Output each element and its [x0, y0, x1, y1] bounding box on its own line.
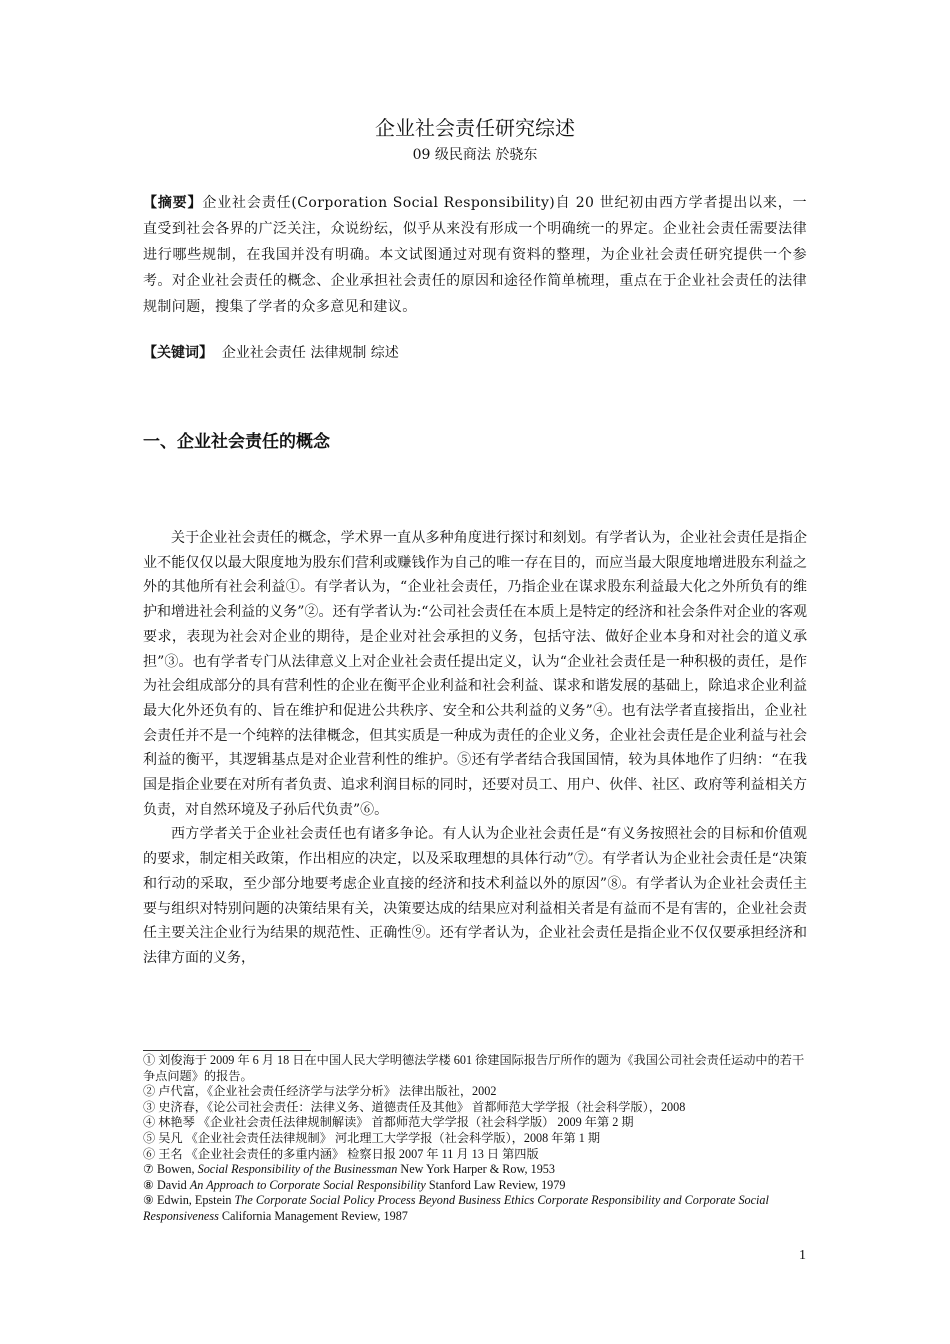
footnote-mark: ⑧: [143, 1177, 154, 1192]
footnote-text: Edwin, Epstein: [153, 1193, 235, 1208]
footnote: [143, 1193, 807, 1224]
footnote-ref[interactable]: ④: [592, 702, 608, 719]
text-run: 关于企业社会责任的概念，学术界一直从多种角度进行探讨和刻划。有学者认为，企业社会责任是指企业不能仅仅以最大限度地为股东们营利或赚钱作为自己的唯一存在目的，而应当最大限度地增进股东利益之外的其他所有社会利益: [143, 530, 807, 596]
keywords-label: 【关键词】: [143, 345, 213, 361]
footnote-ref[interactable]: ②: [304, 604, 319, 621]
footnote-text: Bowen,: [153, 1162, 198, 1177]
footnote-text: Stanford Law Review, 1979: [425, 1177, 566, 1192]
footnote-mark: ⑤: [143, 1130, 156, 1145]
text-run: 。: [374, 801, 389, 818]
paragraph: [143, 822, 807, 970]
footnote: [143, 1131, 807, 1147]
author-line: 09 级民商法 於骁东: [412, 147, 538, 163]
text-run: 。也有学者专门从法律意义上对企业社会责任提出定义，认为“企业社会责任是一种积极的责任，是作为社会组成部分的具有营利性的企业在衡平企业利益和社会利益、谋求和谐发展的基础上，除追求企业利益最大化外还负有的、旨在维护和促进公共秩序、安全和公共利益的义务”: [143, 653, 807, 719]
text-run: 。有学者认为，“企业社会责任，乃指企业在谋求股东利益最大化之外所负有的维护和增进社会利益的义务”: [143, 579, 808, 621]
text-run: 西方学者关于企业社会责任也有诸多争论。有人认为企业社会责任是“有义务按照社会的目标和价值观的要求，制定相关政策，作出相应的决定，以及采取理想的具体行动”: [143, 826, 807, 868]
paper-title: 企业社会责任研究综述: [375, 116, 575, 140]
footnote-divider: [143, 1050, 311, 1051]
text-run: 。也有法学者直接指出，企业社会责任并不是一个纯粹的法律概念，但其实质是一种成为责任的企业义务，企业社会责任是企业利益与社会利益的衡平，其逻辑基点是对企业营利性的维护。: [143, 702, 808, 769]
footnote-title: An Approach to Corporate Social Responsibility: [189, 1177, 426, 1192]
footnote-ref[interactable]: ③: [164, 653, 179, 670]
text-run: 。有学者认为企业社会责任主要与组织对特别问题的决策结果有关，决策要达成的结果应对利益相关者是有益而不是有害的，企业社会责任主要关注企业行为结果的规范性、正确性: [143, 875, 808, 942]
abstract: [143, 190, 807, 320]
footnote: [143, 1162, 807, 1178]
footnote: [143, 1084, 807, 1100]
footnote-text: 史济春，《论公司社会责任：法律义务、道德责任及其他》 首都师范大学学报（社会科学版），2008: [155, 1099, 686, 1114]
footnote: [143, 1053, 807, 1084]
abstract-text: 企业社会责任(Corporation Social Responsibility)自 20 世纪初由西方学者提出以来，一直受到社会各界的广泛关注，众说纷纭，似乎从来没有形成一个明确统一的界定。企业社会责任需要法律进行哪些规制，在我国并没有明确。本文试图通过对现有资料的整理，为企业社会责任研究提供一个参考。对企业社会责任的概念、企业承担社会责任的原因和途径作简单梳理，重点在于企业社会责任的法律规制问题，搜集了学者的众多意见和建议。: [143, 195, 807, 315]
paragraph: [143, 526, 807, 822]
footnote-mark: ③: [143, 1099, 156, 1114]
section-heading: 一、企业社会责任的概念: [143, 432, 330, 452]
keywords-text: 企业社会责任 法律规制 综述: [221, 345, 399, 361]
footnote-text: 林艳琴 《企业社会责任法律规制解读》 首都师范大学学报（社会科学版） 2009 年第 2 期: [155, 1115, 634, 1130]
footnote: [143, 1100, 807, 1116]
footnote-ref[interactable]: ⑤: [457, 752, 472, 769]
footnote-text: California Management Review, 1987: [218, 1208, 408, 1223]
page-number: 1: [799, 1248, 806, 1263]
footnote-title: The Corporate Social Policy Process Beyond Business Ethics Corporate Responsibility and Corporate Social Responsiveness: [143, 1193, 769, 1223]
footnote-title: Social Responsibility of the Businessman: [197, 1162, 398, 1177]
footnote-mark: ②: [143, 1084, 156, 1099]
keywords: [143, 342, 807, 364]
footnote-ref[interactable]: ⑧: [607, 875, 622, 892]
footnote: [143, 1178, 807, 1194]
footnote: [143, 1115, 807, 1131]
footnote-mark: ①: [143, 1053, 156, 1067]
footnote-text: 卢代富，《企业社会责任经济学与法学分析》 法律出版社，2002: [155, 1084, 497, 1099]
footnote-text: 刘俊海于 2009 年 6 月 18 日在中国人民大学明德法学楼 601 徐建国际报告厅所作的题为《我国公司社会责任运动中的若干争点问题》的报告。: [143, 1053, 805, 1083]
footnote-text: 吴凡 《企业社会责任法律规制》 河北理工大学学报（社会科学版），2008 年第 1 期: [155, 1130, 601, 1145]
text-run: 还有学者结合我国国情，较为具体地作了归纳：“在我国是指企业要在对所有者负责、追求利润目标的同时，还要对员工、用户、伙伴、社区、政府等利益相关方负责，对自然环境及子孙后代负责”: [143, 752, 808, 818]
text-run: 。还有学者认为:“公司社会责任在本质上是特定的经济和社会条件对企业的客观要求，表现为社会对企业的期待，是企业对社会承担的义务，包括守法、做好企业本身和对社会的道义承担”: [143, 604, 807, 670]
footnote-ref[interactable]: ①: [285, 579, 301, 596]
footnote-ref[interactable]: ⑨: [411, 925, 426, 942]
footnote-ref[interactable]: ⑥: [360, 801, 375, 818]
text-run: 。还有学者认为，企业社会责任是指企业不仅仅要承担经济和法律方面的义务，: [143, 925, 808, 966]
footnote-text: David: [153, 1177, 190, 1192]
footnote-text: 王名 《企业社会责任的多重内涵》 检察日报 2007 年 11 月 13 日 第四版: [155, 1146, 539, 1161]
footnote-mark: ⑨: [143, 1193, 154, 1208]
footnote-ref[interactable]: ⑦: [573, 851, 589, 868]
footnote-mark: ⑦: [143, 1162, 154, 1177]
abstract-label: 【摘要】: [143, 195, 203, 211]
footnote: [143, 1147, 807, 1163]
footnote-text: New York Harper & Row, 1953: [397, 1162, 555, 1177]
footnote-mark: ④: [143, 1115, 156, 1130]
footnote-mark: ⑥: [143, 1146, 156, 1161]
footnotes: [143, 1053, 807, 1225]
text-run: 。有学者认为企业社会责任是“决策和行动的采取，至少部分地要考虑企业直接的经济和技术利益以外的原因”: [143, 851, 807, 892]
section-body: [143, 526, 807, 971]
